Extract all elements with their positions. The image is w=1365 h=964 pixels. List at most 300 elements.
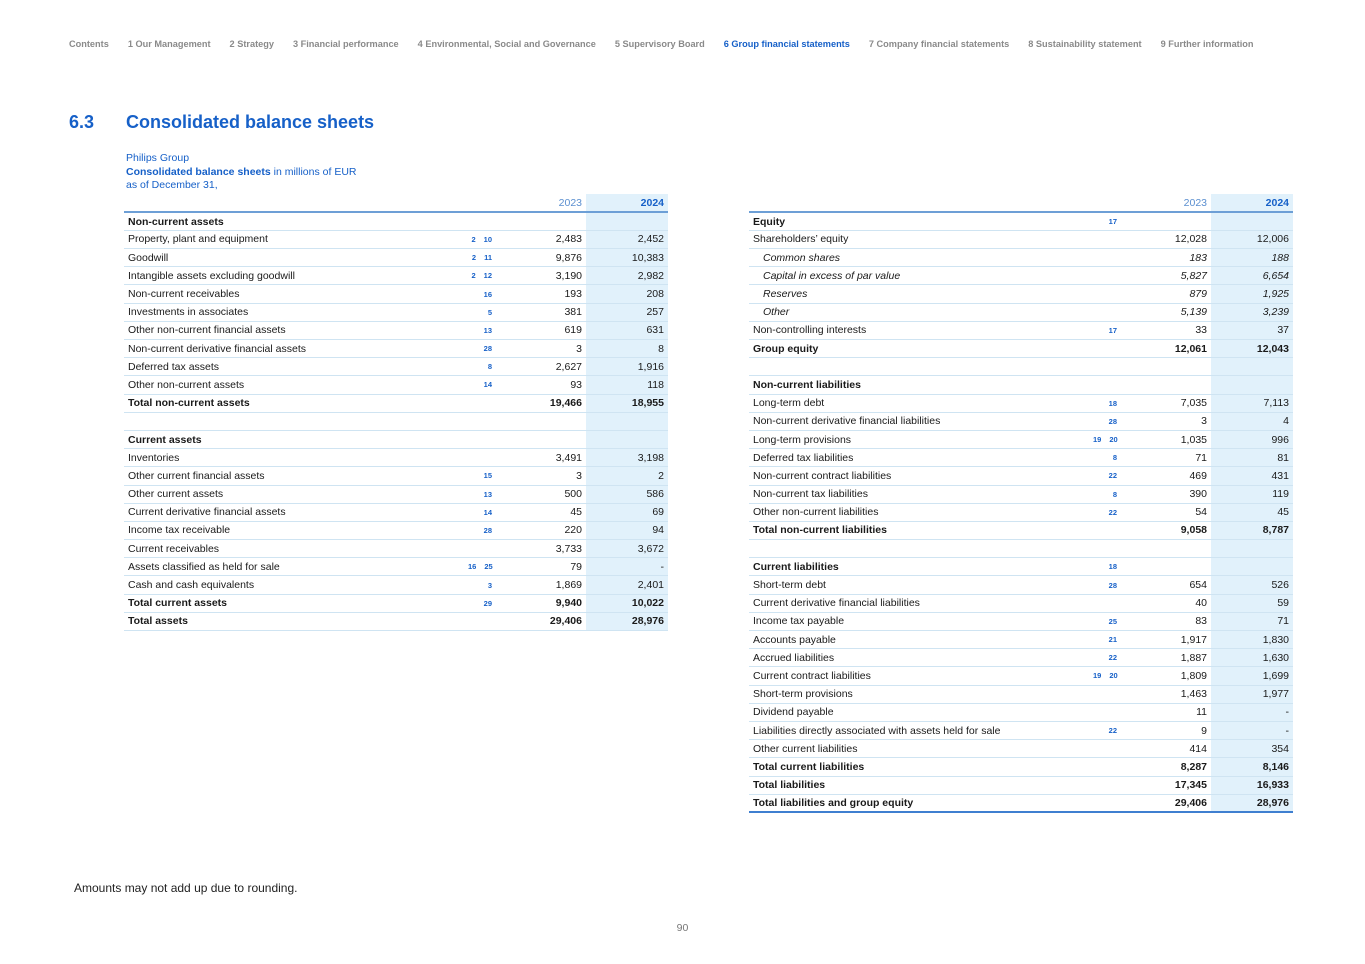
liabilities-row-row <box>749 631 1293 649</box>
note-references <box>464 467 500 485</box>
assets-blank-row <box>124 412 668 430</box>
value-2024: 1,630 <box>1211 649 1293 667</box>
value-2024 <box>1211 212 1293 230</box>
value-2023: 11 <box>1125 703 1211 721</box>
row-label: Total non-current assets <box>124 394 464 412</box>
note-references <box>464 412 500 430</box>
value-2024: 208 <box>586 285 668 303</box>
note-link[interactable]: 8 <box>1112 489 1117 499</box>
value-2024: 12,006 <box>1211 230 1293 248</box>
row-label: Total assets <box>124 612 464 630</box>
liabilities-row-row <box>749 503 1293 521</box>
value-2023 <box>1125 558 1211 576</box>
note-references <box>464 303 500 321</box>
value-2024: 586 <box>586 485 668 503</box>
value-2023: 9,876 <box>500 249 586 267</box>
value-2023: 9,058 <box>1125 521 1211 539</box>
value-2024: 94 <box>586 521 668 539</box>
value-2024: 2,452 <box>586 230 668 248</box>
row-label: Income tax payable <box>749 612 1089 630</box>
value-2024 <box>586 412 668 430</box>
row-label: Other current assets <box>124 485 464 503</box>
row-label: Other non-current financial assets <box>124 321 464 339</box>
row-label: Long-term debt <box>749 394 1089 412</box>
value-2024: 12,043 <box>1211 340 1293 358</box>
note-references <box>464 485 500 503</box>
value-2023: 8,287 <box>1125 758 1211 776</box>
value-2024: 1,830 <box>1211 631 1293 649</box>
row-label: Non-current tax liabilities <box>749 485 1089 503</box>
row-label: Long-term provisions <box>749 430 1089 448</box>
nav-link-3[interactable]: 3 Financial performance <box>292 39 399 49</box>
nav-link-7[interactable]: 7 Company financial statements <box>868 39 1010 49</box>
value-2023: 183 <box>1125 249 1211 267</box>
note-references <box>464 358 500 376</box>
value-2023: 79 <box>500 558 586 576</box>
row-label: Current liabilities <box>749 558 1089 576</box>
assets-row-row <box>124 558 668 576</box>
note-link[interactable]: 28 <box>1108 416 1117 426</box>
value-2024: 6,654 <box>1211 267 1293 285</box>
assets-row-row <box>124 267 668 285</box>
nav-link-8[interactable]: 8 Sustainability statement <box>1028 39 1142 49</box>
value-2023: 29,406 <box>1125 794 1211 812</box>
note-references <box>1089 230 1125 248</box>
row-label: Total current assets <box>124 594 464 612</box>
value-2023 <box>1125 376 1211 394</box>
note-references <box>464 612 500 630</box>
liabilities-row-row <box>749 685 1293 703</box>
row-label: Other current liabilities <box>749 740 1089 758</box>
note-link[interactable]: 17 <box>1108 325 1117 335</box>
assets-row-row <box>124 540 668 558</box>
header-label <box>749 194 1089 212</box>
value-2023: 654 <box>1125 576 1211 594</box>
row-label: Current contract liabilities <box>749 667 1089 685</box>
value-2023: 414 <box>1125 740 1211 758</box>
nav-link-5[interactable]: 5 Supervisory Board <box>614 39 705 49</box>
value-2023: 2,627 <box>500 358 586 376</box>
liabilities-row-row <box>749 703 1293 721</box>
liabilities-row-row <box>749 430 1293 448</box>
value-2024: 8,787 <box>1211 521 1293 539</box>
value-2024: 431 <box>1211 467 1293 485</box>
assets-row-row <box>124 449 668 467</box>
value-2024: 28,976 <box>586 612 668 630</box>
value-2024 <box>586 430 668 448</box>
liabilities-italic-row <box>749 303 1293 321</box>
row-label: Total non-current liabilities <box>749 521 1089 539</box>
liabilities-row-row <box>749 649 1293 667</box>
row-label: Dividend payable <box>749 703 1089 721</box>
note-references <box>464 267 500 285</box>
note-link[interactable]: 5 <box>487 307 492 317</box>
value-2024: 996 <box>1211 430 1293 448</box>
assets-section-row <box>124 212 668 230</box>
note-link[interactable]: 14 <box>483 380 492 390</box>
row-label: Short-term debt <box>749 576 1089 594</box>
liabilities-row-row <box>749 321 1293 339</box>
note-references <box>1089 540 1125 558</box>
note-references <box>1089 776 1125 794</box>
value-2023 <box>500 430 586 448</box>
note-references <box>1089 794 1125 812</box>
note-references <box>1089 412 1125 430</box>
value-2024: 7,113 <box>1211 394 1293 412</box>
liabilities-total-row <box>749 521 1293 539</box>
liabilities-row-row <box>749 576 1293 594</box>
value-2023 <box>1125 212 1211 230</box>
value-2023: 40 <box>1125 594 1211 612</box>
value-2023: 54 <box>1125 503 1211 521</box>
note-link[interactable]: 13 <box>483 325 492 335</box>
note-references <box>464 540 500 558</box>
note-link[interactable]: 16 <box>468 562 477 572</box>
note-link[interactable]: 11 <box>484 253 492 263</box>
assets-row-row <box>124 376 668 394</box>
row-label: Intangible assets excluding goodwill <box>124 267 464 285</box>
value-2024: 119 <box>1211 485 1293 503</box>
note-link[interactable]: 8 <box>1112 453 1117 463</box>
value-2023: 1,035 <box>1125 430 1211 448</box>
assets-row-row <box>124 321 668 339</box>
value-2024: 118 <box>586 376 668 394</box>
value-2023: 1,809 <box>1125 667 1211 685</box>
value-2023: 469 <box>1125 467 1211 485</box>
note-link[interactable]: 2 <box>471 234 476 244</box>
row-label <box>749 540 1089 558</box>
assets-row-row <box>124 230 668 248</box>
value-2024: 10,383 <box>586 249 668 267</box>
value-2023: 83 <box>1125 612 1211 630</box>
note-references <box>1089 430 1125 448</box>
note-references <box>464 249 500 267</box>
value-2023: 33 <box>1125 321 1211 339</box>
row-label: Income tax receivable <box>124 521 464 539</box>
value-2024: 526 <box>1211 576 1293 594</box>
value-2023: 9 <box>1125 721 1211 739</box>
note-references <box>1089 667 1125 685</box>
nav-link-1[interactable]: 1 Our Management <box>127 39 211 49</box>
note-link[interactable]: 22 <box>1108 471 1117 481</box>
value-2023: 7,035 <box>1125 394 1211 412</box>
value-2024: 8 <box>586 340 668 358</box>
value-2023 <box>1125 540 1211 558</box>
value-2024: 354 <box>1211 740 1293 758</box>
nav-link-2[interactable]: 2 Strategy <box>229 39 274 49</box>
note-link[interactable]: 22 <box>1108 507 1117 517</box>
value-2023: 12,061 <box>1125 340 1211 358</box>
liabilities-blank-row <box>749 540 1293 558</box>
year-2024-header: 2024 <box>1211 194 1293 212</box>
note-references <box>1089 521 1125 539</box>
footnote: Amounts may not add up due to rounding. <box>74 881 298 895</box>
header-row <box>124 194 668 212</box>
liabilities-row-row <box>749 667 1293 685</box>
value-2023: 3,733 <box>500 540 586 558</box>
note-references <box>464 558 500 576</box>
row-label: Total current liabilities <box>749 758 1089 776</box>
note-references <box>464 503 500 521</box>
value-2024 <box>1211 358 1293 376</box>
note-references <box>1089 340 1125 358</box>
note-link[interactable]: 28 <box>483 525 492 535</box>
note-references <box>464 394 500 412</box>
note-references <box>1089 758 1125 776</box>
note-link[interactable]: 19 <box>1093 435 1102 445</box>
assets-row-row <box>124 485 668 503</box>
value-2023: 17,345 <box>1125 776 1211 794</box>
note-link[interactable]: 18 <box>1108 562 1117 572</box>
row-label: Short-term provisions <box>749 685 1089 703</box>
value-2023: 3 <box>500 340 586 358</box>
row-label: Deferred tax liabilities <box>749 449 1089 467</box>
assets-table <box>124 194 668 631</box>
row-label: Other <box>749 303 1089 321</box>
note-link[interactable]: 19 <box>1093 671 1102 681</box>
note-references <box>1089 394 1125 412</box>
note-link[interactable]: 18 <box>1108 398 1117 408</box>
note-link[interactable]: 20 <box>1109 671 1118 681</box>
value-2023: 29,406 <box>500 612 586 630</box>
note-link[interactable]: 2 <box>471 271 476 281</box>
note-references <box>464 285 500 303</box>
note-link[interactable]: 15 <box>483 471 492 481</box>
nav-link-0[interactable]: Contents <box>69 39 109 49</box>
note-references <box>464 321 500 339</box>
note-link[interactable]: 28 <box>483 344 492 354</box>
note-link[interactable]: 10 <box>483 234 492 244</box>
note-references <box>1089 612 1125 630</box>
value-2023: 71 <box>1125 449 1211 467</box>
value-2024: 28,976 <box>1211 794 1293 812</box>
assets-row-row <box>124 249 668 267</box>
note-references <box>1089 285 1125 303</box>
value-2023: 879 <box>1125 285 1211 303</box>
row-label: Assets classified as held for sale <box>124 558 464 576</box>
value-2024: 8,146 <box>1211 758 1293 776</box>
note-link[interactable]: 14 <box>483 507 492 517</box>
note-link[interactable]: 22 <box>1108 653 1117 663</box>
liabilities-italic-row <box>749 267 1293 285</box>
value-2024: 3,672 <box>586 540 668 558</box>
value-2024: 3,239 <box>1211 303 1293 321</box>
section-number: 6.3 <box>69 112 95 132</box>
row-label: Equity <box>749 212 1089 230</box>
liabilities-row-row <box>749 740 1293 758</box>
note-references <box>464 376 500 394</box>
row-label: Common shares <box>749 249 1089 267</box>
value-2024: 1,977 <box>1211 685 1293 703</box>
note-link[interactable]: 17 <box>1108 217 1117 227</box>
note-references <box>1089 703 1125 721</box>
row-label: Investments in associates <box>124 303 464 321</box>
assets-row-row <box>124 340 668 358</box>
assets-section-row <box>124 430 668 448</box>
note-references <box>1089 558 1125 576</box>
liabilities-total-row <box>749 794 1293 812</box>
value-2023 <box>500 412 586 430</box>
note-references <box>1089 321 1125 339</box>
row-label: Other current financial assets <box>124 467 464 485</box>
value-2023: 19,466 <box>500 394 586 412</box>
value-2023: 1,463 <box>1125 685 1211 703</box>
liabilities-row-row <box>749 594 1293 612</box>
caption-title: Consolidated balance sheets <box>126 165 271 178</box>
value-2024: 188 <box>1211 249 1293 267</box>
value-2024: 37 <box>1211 321 1293 339</box>
page-number: 90 <box>676 922 689 934</box>
note-link[interactable]: 28 <box>1108 580 1117 590</box>
year-2023-header: 2023 <box>1125 194 1211 212</box>
liabilities-section-row <box>749 212 1293 230</box>
row-label: Inventories <box>124 449 464 467</box>
value-2023: 1,869 <box>500 576 586 594</box>
row-label: Current derivative financial assets <box>124 503 464 521</box>
note-references <box>1089 376 1125 394</box>
value-2023: 1,887 <box>1125 649 1211 667</box>
equity-liabilities-table <box>749 194 1293 813</box>
assets-row-row <box>124 285 668 303</box>
nav-link-6[interactable]: 6 Group financial statements <box>723 39 850 49</box>
note-references <box>464 430 500 448</box>
note-link[interactable]: 20 <box>1109 435 1118 445</box>
value-2023: 220 <box>500 521 586 539</box>
value-2024: 69 <box>586 503 668 521</box>
value-2024: 4 <box>1211 412 1293 430</box>
row-label: Total liabilities <box>749 776 1089 794</box>
row-label: Current assets <box>124 430 464 448</box>
value-2023: 12,028 <box>1125 230 1211 248</box>
row-label: Deferred tax assets <box>124 358 464 376</box>
liabilities-total-row <box>749 776 1293 794</box>
row-label: Non-current contract liabilities <box>749 467 1089 485</box>
value-2024: 1,699 <box>1211 667 1293 685</box>
note-link[interactable]: 3 <box>487 580 492 590</box>
liabilities-row-row <box>749 412 1293 430</box>
note-references <box>1089 685 1125 703</box>
value-2023: 193 <box>500 285 586 303</box>
note-references <box>1089 649 1125 667</box>
header-note <box>464 194 500 212</box>
liabilities-row-row <box>749 485 1293 503</box>
note-references <box>1089 358 1125 376</box>
note-references <box>1089 740 1125 758</box>
value-2024: - <box>1211 721 1293 739</box>
row-label: Non-current liabilities <box>749 376 1089 394</box>
note-references <box>464 594 500 612</box>
liabilities-row-row <box>749 230 1293 248</box>
value-2023: 45 <box>500 503 586 521</box>
row-label: Capital in excess of par value <box>749 267 1089 285</box>
note-references <box>1089 721 1125 739</box>
value-2023: 5,139 <box>1125 303 1211 321</box>
note-link[interactable]: 25 <box>484 562 493 572</box>
note-link[interactable]: 25 <box>1108 616 1117 626</box>
year-2024-header: 2024 <box>586 194 668 212</box>
assets-total-row <box>124 612 668 630</box>
note-link[interactable]: 29 <box>483 598 492 608</box>
value-2024: 81 <box>1211 449 1293 467</box>
liabilities-row-row <box>749 394 1293 412</box>
row-label: Non-current derivative financial liabilities <box>749 412 1089 430</box>
note-link[interactable]: 12 <box>483 271 492 281</box>
value-2024: 16,933 <box>1211 776 1293 794</box>
row-label: Accrued liabilities <box>749 649 1089 667</box>
note-references <box>1089 485 1125 503</box>
value-2024: 2,401 <box>586 576 668 594</box>
note-references <box>464 449 500 467</box>
liabilities-row-row <box>749 721 1293 739</box>
nav-link-4[interactable]: 4 Environmental, Social and Governance <box>417 39 596 49</box>
liabilities-total-row <box>749 758 1293 776</box>
note-link[interactable]: 8 <box>487 362 492 372</box>
caption-date: as of December 31, <box>126 179 218 191</box>
note-references <box>1089 576 1125 594</box>
row-label: Other non-current assets <box>124 376 464 394</box>
value-2023: 619 <box>500 321 586 339</box>
value-2023: 2,483 <box>500 230 586 248</box>
note-link[interactable]: 16 <box>483 289 492 299</box>
value-2023: 3 <box>500 467 586 485</box>
value-2024 <box>1211 540 1293 558</box>
liabilities-row-row <box>749 467 1293 485</box>
liabilities-row-row <box>749 449 1293 467</box>
assets-row-row <box>124 467 668 485</box>
value-2023: 390 <box>1125 485 1211 503</box>
value-2023: 1,917 <box>1125 631 1211 649</box>
value-2024: 2,982 <box>586 267 668 285</box>
value-2023: 3,491 <box>500 449 586 467</box>
note-link[interactable]: 2 <box>471 253 477 263</box>
value-2024: - <box>1211 703 1293 721</box>
row-label: Other non-current liabilities <box>749 503 1089 521</box>
liabilities-row-row <box>749 612 1293 630</box>
value-2023 <box>1125 358 1211 376</box>
row-label: Accounts payable <box>749 631 1089 649</box>
value-2023: 9,940 <box>500 594 586 612</box>
assets-total-row <box>124 594 668 612</box>
note-link[interactable]: 22 <box>1108 726 1117 736</box>
note-references <box>1089 249 1125 267</box>
table-caption <box>126 152 357 193</box>
value-2023: 3,190 <box>500 267 586 285</box>
value-2024: 257 <box>586 303 668 321</box>
row-label: Current receivables <box>124 540 464 558</box>
note-link[interactable]: 21 <box>1108 635 1117 645</box>
header-note <box>1089 194 1125 212</box>
value-2024: 18,955 <box>586 394 668 412</box>
caption-group: Philips Group <box>126 152 190 164</box>
value-2024: 45 <box>1211 503 1293 521</box>
note-link[interactable]: 13 <box>483 489 492 499</box>
value-2024: 71 <box>1211 612 1293 630</box>
value-2023: 5,827 <box>1125 267 1211 285</box>
row-label: Liabilities directly associated with assets held for sale <box>749 721 1089 739</box>
row-label: Total liabilities and group equity <box>749 794 1089 812</box>
row-label: Reserves <box>749 285 1089 303</box>
row-label: Non-current derivative financial assets <box>124 340 464 358</box>
note-references <box>1089 631 1125 649</box>
value-2024: 2 <box>586 467 668 485</box>
value-2024: 10,022 <box>586 594 668 612</box>
assets-row-row <box>124 503 668 521</box>
liabilities-section-row <box>749 376 1293 394</box>
row-label: Non-current receivables <box>124 285 464 303</box>
nav-link-9[interactable]: 9 Further information <box>1160 39 1254 49</box>
note-references <box>1089 267 1125 285</box>
value-2024: 59 <box>1211 594 1293 612</box>
